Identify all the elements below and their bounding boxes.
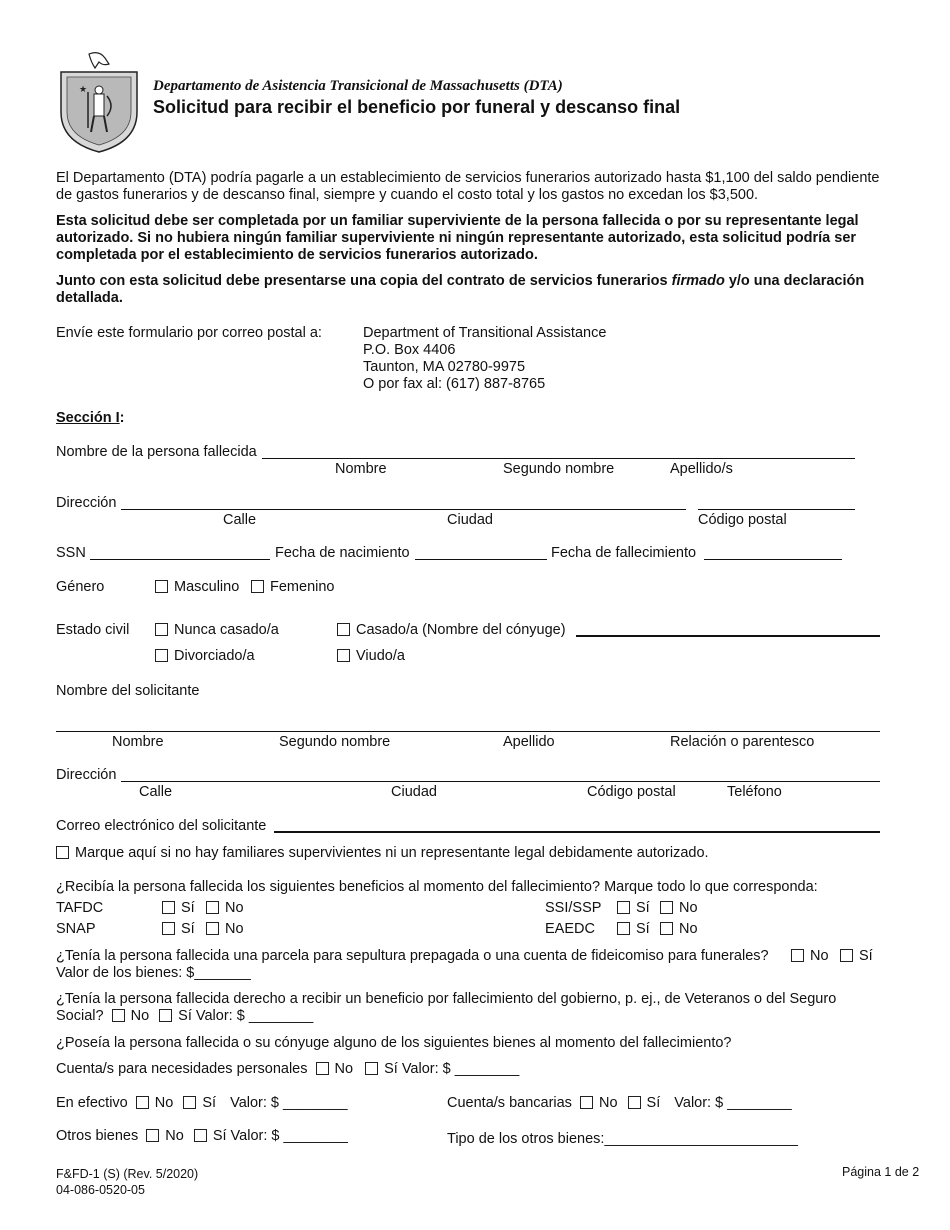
cash-no-label: No <box>154 1095 174 1111</box>
deceased-name-field[interactable] <box>262 458 855 459</box>
bank-label: Cuenta/s bancarias <box>447 1095 572 1111</box>
deceased-last-name-caption: Apellido/s <box>670 461 733 477</box>
bank-yes-option[interactable] <box>628 1095 661 1111</box>
no-family-label: Marque aquí si no hay familiares supervivientes ni un representante legal debidamente autorizado. <box>75 845 709 861</box>
gov-benefit-question-line2: Social? <box>56 1008 104 1024</box>
eaedc-label: EAEDC <box>545 921 595 937</box>
marital-divorced-checkbox[interactable] <box>155 649 168 662</box>
cash-row <box>56 1095 348 1111</box>
death-date-label: Fecha de fallecimiento <box>551 545 697 561</box>
snap-yes-checkbox[interactable] <box>162 922 175 935</box>
death-date-field[interactable] <box>704 559 842 560</box>
ssi-yes-checkbox[interactable] <box>617 901 630 914</box>
tafdc-label: TAFDC <box>56 900 104 916</box>
marital-never-option[interactable] <box>155 622 279 638</box>
mail-address-line1: Department of Transitional Assistance <box>363 325 607 341</box>
gov-benefit-question-end <box>56 1008 313 1024</box>
tafdc-yes-checkbox[interactable] <box>162 901 175 914</box>
applicant-relationship-caption: Relación o parentesco <box>670 734 815 750</box>
other-assets-yes-checkbox[interactable] <box>194 1129 207 1142</box>
tafdc-no-option[interactable] <box>206 900 244 916</box>
other-assets-row <box>56 1128 348 1144</box>
birth-date-label: Fecha de nacimiento <box>275 545 410 561</box>
ssi-no-label: No <box>679 900 698 916</box>
marital-divorced-label: Divorciado/a <box>174 648 255 664</box>
marital-never-checkbox[interactable] <box>155 623 168 636</box>
other-assets-yes-value-field[interactable]: Sí Valor: $ ________ <box>212 1128 348 1144</box>
ssi-label: SSI/SSP <box>545 900 602 916</box>
bank-yes-label: Sí <box>646 1095 661 1111</box>
personal-account-no-label: No <box>334 1061 354 1077</box>
bank-value-field[interactable]: Valor: $ ________ <box>674 1095 792 1111</box>
deceased-city-caption: Ciudad <box>447 512 493 528</box>
bank-yes-checkbox[interactable] <box>628 1096 641 1109</box>
tafdc-no-checkbox[interactable] <box>206 901 219 914</box>
personal-account-row <box>56 1061 519 1077</box>
department-name: Departamento de Asistencia Transicional de Massachusetts (DTA) <box>153 78 563 94</box>
gender-female-option[interactable] <box>251 579 334 595</box>
gender-label: Género <box>56 579 105 595</box>
cash-no-checkbox[interactable] <box>136 1096 149 1109</box>
intro-contract-notice <box>56 273 886 307</box>
ssi-no-option[interactable] <box>660 900 698 916</box>
cash-label: En efectivo <box>56 1095 128 1111</box>
gov-benefit-no-label: No <box>130 1008 150 1024</box>
burial-no-label: No <box>810 948 829 964</box>
other-assets-no-checkbox[interactable] <box>146 1129 159 1142</box>
snap-label: SNAP <box>56 921 96 937</box>
gender-male-label: Masculino <box>174 579 240 595</box>
cash-yes-checkbox[interactable] <box>183 1096 196 1109</box>
snap-no-option[interactable] <box>206 921 244 937</box>
personal-account-yes-checkbox[interactable] <box>365 1062 378 1075</box>
applicant-email-label: Correo electrónico del solicitante <box>56 818 267 834</box>
intro-paragraph: El Departamento (DTA) podría pagarle a un establecimiento de servicios funerarios autorizado hasta $1,100 del saldo pendiente de gastos funerarios y de descanso final, siempre y cuando el costo total y los gastos no excedan los $3,500. <box>56 170 880 203</box>
ssi-yes-label: Sí <box>636 900 650 916</box>
applicant-email-field[interactable] <box>274 831 880 833</box>
ssi-yes-option[interactable] <box>617 900 650 916</box>
cash-value-field[interactable]: Valor: $ ________ <box>230 1095 348 1111</box>
gender-male-option[interactable] <box>155 579 239 595</box>
deceased-address-label: Dirección <box>56 495 117 511</box>
no-family-option[interactable] <box>56 845 709 861</box>
burial-question: ¿Tenía la persona fallecida una parcela para sepultura prepagada o una cuenta de fideicomiso para funerales? <box>56 948 769 964</box>
gov-benefit-no-checkbox[interactable] <box>112 1009 125 1022</box>
marital-married-label: Casado/a (Nombre del cónyuge) <box>356 622 566 638</box>
marital-widowed-checkbox[interactable] <box>337 649 350 662</box>
personal-account-label: Cuenta/s para necesidades personales <box>56 1061 308 1077</box>
deceased-middle-name-caption: Segundo nombre <box>503 461 615 477</box>
applicant-name-field[interactable] <box>56 731 880 732</box>
mail-address-line3: Taunton, MA 02780-9975 <box>363 359 526 375</box>
tafdc-yes-label: Sí <box>181 900 195 916</box>
deceased-address-field[interactable] <box>121 509 686 510</box>
no-family-checkbox[interactable] <box>56 846 69 859</box>
marital-widowed-option[interactable] <box>337 648 405 664</box>
bank-no-option[interactable] <box>580 1095 618 1111</box>
eaedc-no-label: No <box>679 921 698 937</box>
mail-address-line2: P.O. Box 4406 <box>363 342 456 358</box>
applicant-middle-name-caption: Segundo nombre <box>279 734 391 750</box>
section-title-colon: : <box>119 410 125 426</box>
other-assets-label: Otros bienes <box>56 1128 139 1144</box>
personal-account-no-checkbox[interactable] <box>316 1062 329 1075</box>
benefits-question: ¿Recibía la persona fallecida los siguientes beneficios al momento del fallecimiento? Marque todo lo que corresponda: <box>56 879 818 895</box>
eaedc-yes-label: Sí <box>636 921 650 937</box>
form-code: 04-086-0520-05 <box>56 1183 145 1197</box>
bank-no-label: No <box>598 1095 618 1111</box>
deceased-name-label: Nombre de la persona fallecida <box>56 444 257 460</box>
section-title <box>56 410 125 426</box>
marital-married-option[interactable] <box>337 622 566 638</box>
applicant-first-name-caption: Nombre <box>112 734 164 750</box>
gov-benefit-yes-value-field[interactable]: Sí Valor: $ ________ <box>178 1008 314 1024</box>
applicant-address-label: Dirección <box>56 767 117 783</box>
section-title-text: Sección I <box>56 410 120 426</box>
eaedc-no-option[interactable] <box>660 921 698 937</box>
eaedc-yes-option[interactable] <box>617 921 650 937</box>
gov-benefit-yes-option[interactable] <box>159 1008 313 1024</box>
deceased-zip-caption: Código postal <box>698 512 787 528</box>
gender-female-checkbox[interactable] <box>251 580 264 593</box>
burial-no-checkbox[interactable] <box>791 949 804 962</box>
mail-label: Envíe este formulario por correo postal a: <box>56 325 322 341</box>
burial-yes-option[interactable] <box>840 948 873 964</box>
marital-status-label: Estado civil <box>56 622 130 638</box>
page-number: Página 1 de 2 <box>842 1165 920 1179</box>
deceased-zip-field[interactable] <box>698 509 855 510</box>
marital-widowed-label: Viudo/a <box>356 648 405 664</box>
gender-male-checkbox[interactable] <box>155 580 168 593</box>
burial-no-option[interactable] <box>791 948 829 964</box>
contract-notice-text-end: y/o una declaración detallada. <box>56 273 865 306</box>
assets-question: ¿Poseía la persona fallecida o su cónyuge alguno de los siguientes bienes al momento del fallecimiento? <box>56 1035 732 1051</box>
marital-divorced-option[interactable] <box>155 648 255 664</box>
ssi-no-checkbox[interactable] <box>660 901 673 914</box>
form-id: F&FD-1 (S) (Rev. 5/2020) <box>56 1167 199 1181</box>
eaedc-no-checkbox[interactable] <box>660 922 673 935</box>
other-assets-yes-option[interactable] <box>194 1128 348 1144</box>
other-assets-type-field[interactable]: Tipo de los otros bienes:________________________ <box>447 1131 798 1147</box>
eaedc-yes-checkbox[interactable] <box>617 922 630 935</box>
ssn-label: SSN <box>56 545 86 561</box>
birth-date-field[interactable] <box>415 559 547 560</box>
personal-account-yes-option[interactable] <box>365 1061 519 1077</box>
applicant-street-caption: Calle <box>139 784 173 800</box>
applicant-last-name-caption: Apellido <box>503 734 555 750</box>
burial-yes-checkbox[interactable] <box>840 949 853 962</box>
personal-account-yes-value-field[interactable]: Sí Valor: $ ________ <box>384 1061 520 1077</box>
ssn-field[interactable] <box>90 559 270 560</box>
fax-line: O por fax al: (617) 887-8765 <box>363 376 546 392</box>
snap-yes-option[interactable] <box>162 921 195 937</box>
tafdc-yes-option[interactable] <box>162 900 195 916</box>
cash-no-option[interactable] <box>136 1095 174 1111</box>
snap-no-label: No <box>225 921 244 937</box>
other-assets-no-option[interactable] <box>146 1128 184 1144</box>
form-title: Solicitud para recibir el beneficio por funeral y descanso final <box>153 97 681 117</box>
gov-benefit-question: ¿Tenía la persona fallecida derecho a recibir un beneficio por fallecimiento del gobierno, p. ej., de Veteranos o del Seguro <box>56 991 837 1007</box>
snap-yes-label: Sí <box>181 921 195 937</box>
applicant-zip-caption: Código postal <box>587 784 676 800</box>
tafdc-no-label: No <box>225 900 244 916</box>
marital-married-checkbox[interactable] <box>337 623 350 636</box>
contract-notice-text: Junto con esta solicitud debe presentarse una copia del contrato de servicios funerarios <box>56 273 672 289</box>
cash-yes-option[interactable] <box>183 1095 216 1111</box>
applicant-city-caption: Ciudad <box>391 784 437 800</box>
snap-no-checkbox[interactable] <box>206 922 219 935</box>
applicant-phone-caption: Teléfono <box>727 784 782 800</box>
marital-never-label: Nunca casado/a <box>174 622 279 638</box>
gov-benefit-yes-checkbox[interactable] <box>159 1009 172 1022</box>
bank-no-checkbox[interactable] <box>580 1096 593 1109</box>
personal-account-no-option[interactable] <box>316 1061 354 1077</box>
cash-yes-label: Sí <box>202 1095 217 1111</box>
spouse-name-field[interactable] <box>576 635 880 637</box>
other-assets-no-label: No <box>165 1128 184 1144</box>
deceased-first-name-caption: Nombre <box>335 461 387 477</box>
bank-row <box>447 1095 792 1111</box>
intro-completion-notice: Esta solicitud debe ser completada por un familiar superviviente de la persona fallecida o por su representante legal autorizado. Si no hubiera ningún familiar superviviente ni ningún representante autorizado, esta solicitud podría ser completada por el establecimiento de servicios funerarios autorizado. <box>56 213 859 263</box>
burial-yes-label: Sí <box>859 948 873 964</box>
deceased-street-caption: Calle <box>223 512 257 528</box>
burial-value-field[interactable]: Valor de los bienes: $_______ <box>56 965 251 981</box>
applicant-name-label: Nombre del solicitante <box>56 683 200 699</box>
gender-female-label: Femenino <box>270 579 335 595</box>
gov-benefit-no-option[interactable] <box>112 1008 150 1024</box>
svg-text:★: ★ <box>79 84 88 94</box>
contract-notice-italic: firmado <box>671 273 725 289</box>
applicant-address-field[interactable] <box>121 781 880 782</box>
state-seal-logo <box>55 50 143 154</box>
